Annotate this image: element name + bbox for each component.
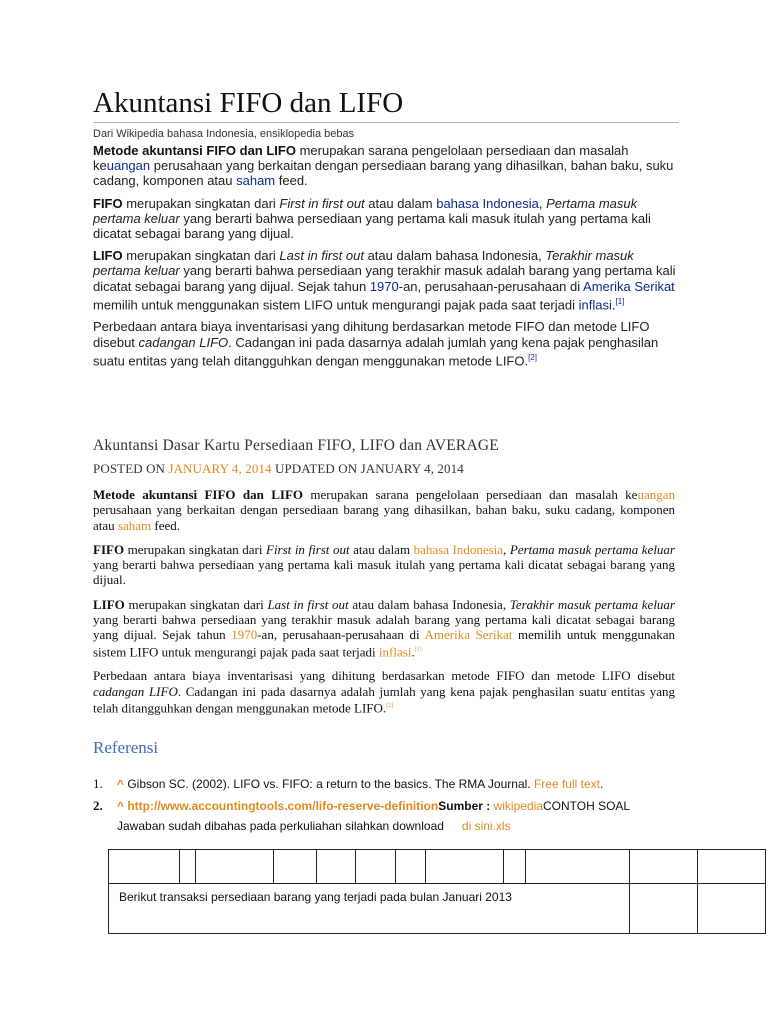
wiki-p1-text: merupakan sarana pengelolaan persediaan dan masalah ke [93,143,629,174]
wiki-p4-text: . Cadangan ini pada dasarnya adalah jumlah yang kena pajak penghasilan suatu entitas yang telah ditangguhkan dengan menggunakan metode LIFO. [93,334,659,369]
reference-tail: . [600,777,604,791]
table-row-divider [109,883,765,884]
wiki-p3-text: atau dalam bahasa Indonesia, [363,248,546,264]
wiki-p3-text: merupakan singkatan dari [122,248,280,264]
wiki-link-uangan[interactable]: uangan [106,158,151,174]
blog-title: Akuntansi Dasar Kartu Persediaan FIFO, LIFO dan AVERAGE [93,437,499,454]
blog-link-saham[interactable]: saham [117,517,152,533]
table-divider [425,850,426,883]
wiki-p4-text: Perbedaan antara biaya inventarisasi yang dihitung berdasarkan metode FIFO dan metode LIFO disebut [93,319,650,350]
wikipedia-link[interactable]: wikipedia [493,799,543,813]
backlink-caret-icon[interactable]: ^ [117,777,125,791]
reference-item-1 [93,774,693,794]
reference-number: 2. [93,798,103,813]
blog-link-inflasi[interactable]: inflasi [378,644,412,659]
accountingtools-link[interactable]: http://www.accountingtools.com/lifo-reserve-definition [124,799,439,813]
references-heading: Referensi [93,737,159,757]
wiki-article [93,86,679,375]
download-note: Jawaban sudah dibahas pada perkuliahan silahkan download [117,819,444,833]
blog-p1-text: feed. [151,517,180,533]
free-full-text-link[interactable]: Free full text [533,777,600,791]
table-divider [525,850,526,883]
blog-p3-text: memilih untuk menggunakan sistem LIFO untuk mengurangi pajak pada saat terjadi [93,627,675,659]
blog-p1-text: perusahaan yang berkaitan dengan persediaan barang yang dihasilkan, bahan baku, suku cadang, komponen atau [93,502,675,533]
blog-citation-1[interactable]: [1] [414,646,422,653]
updated-on-label: UPDATED ON [271,461,361,476]
reference-number: 1. [93,776,103,791]
posted-on-label: POSTED ON [93,461,169,476]
wiki-p3-text: -an, perusahaan-perusahaan di [398,278,584,294]
blog-paragraph-3 [93,597,675,660]
download-xls-link[interactable]: di sini.xls [461,819,511,833]
wiki-p3-bold: LIFO [93,248,123,264]
wiki-p3-italic: Terakhir masuk pertama keluar [93,248,634,279]
wiki-paragraph-4 [93,319,679,368]
backlink-caret-icon[interactable]: ^ [117,799,125,813]
table-divider [395,850,396,883]
table-divider [503,850,504,883]
blog-paragraph-4 [93,668,675,715]
wiki-p2-text: , [538,195,547,211]
wiki-p2-text: merupakan singkatan dari [122,195,280,211]
blog-p2-text: yang berarti bahwa persediaan yang pertama kali masuk itulah yang pertama kali dicatat sebagai barang yang dijual. [93,557,675,588]
source-label: Sumber : [438,799,494,813]
wiki-p1-text: perusahaan yang berkaitan dengan persediaan barang yang dihasilkan, bahan baku, suku cadang, komponen atau [93,158,674,189]
table-divider [179,850,180,883]
table-divider [195,850,196,883]
blog-p3-text: yang berarti bahwa persediaan yang terakhir masuk adalah barang yang pertama kali dicatat sebagai barang yang dijual. Sejak tahun [93,612,675,643]
wiki-p2-text: yang berarti bahwa persediaan yang pertama kali masuk itulah yang pertama kali dicatat sebagai barang yang dijual. [93,210,651,242]
wiki-p3-text: . [611,297,616,313]
blog-p4-text: . Cadangan ini pada dasarnya adalah jumlah yang kena pajak penghasilan suatu entitas yang telah ditangguhkan dengan menggunakan metode LIFO. [93,683,675,716]
blog-p4-text: Perbedaan antara biaya inventarisasi yang dihitung berdasarkan metode FIFO dan metode LIFO disebut [93,668,675,684]
blog-p1-text: merupakan sarana pengelolaan persediaan dan masalah ke [303,487,638,502]
blog-p3-bold: LIFO [93,596,125,612]
blog-p2-text: , [503,541,510,557]
references-list [93,774,693,836]
wiki-citation-2[interactable]: [2] [528,352,537,362]
wiki-link-inflasi[interactable]: inflasi [578,297,612,313]
blog-p2-text: merupakan singkatan dari [124,541,266,557]
blog-paragraph-2 [93,542,675,588]
wiki-p3-text: yang berarti bahwa persediaan yang terakhir masuk adalah barang yang pertama kali dicatat sebagai barang yang dijual. Sejak tahun [93,263,676,294]
wiki-p1-bold: Metode akuntansi FIFO dan LIFO [93,143,296,158]
wiki-subtitle: Dari Wikipedia bahasa Indonesia, ensiklopedia bebas [93,128,355,140]
blog-link-1970[interactable]: 1970 [231,627,258,643]
wiki-p2-italic: Pertama masuk pertama keluar [93,195,638,226]
blog-paragraph-1 [93,487,675,533]
blog-post [93,437,675,772]
table-divider [273,850,274,883]
wiki-link-saham[interactable]: saham [236,173,276,189]
wiki-citation-1[interactable]: [1] [615,296,625,306]
table-divider [316,850,317,883]
blog-p3-text: merupakan singkatan dari [124,596,268,612]
wiki-p4-italic: cadangan LIFO [138,334,229,350]
wiki-title: Akuntansi FIFO dan LIFO [93,86,679,123]
table-divider [697,850,698,883]
wiki-paragraph-3 [93,248,679,312]
wiki-link-1970[interactable]: 1970 [369,278,399,294]
blog-p2-italic: Pertama masuk pertama keluar [509,541,675,557]
wiki-paragraph-1 [93,143,679,189]
post-meta [93,461,675,477]
wiki-p2-bold: FIFO [93,195,123,211]
blog-p3-italic: Last in first out [267,596,349,612]
blog-link-uangan[interactable]: uangan [637,487,675,502]
blog-p3-text: -an, perusahaan-perusahaan di [257,627,425,643]
blog-p2-italic: First in first out [266,541,350,557]
wiki-p1-text: feed. [275,173,308,189]
wiki-p2-text: atau dalam [364,195,437,211]
reference-item-2 [93,796,693,836]
blog-link-amerika-serikat[interactable]: Amerika Serikat [424,627,513,643]
wiki-p2-italic: First in first out [279,195,365,211]
wiki-link-bahasa-indonesia[interactable]: bahasa Indonesia [436,195,539,211]
table-divider [629,883,630,934]
table-divider [629,850,630,883]
contoh-soal-label: CONTOH SOAL [542,799,631,813]
table-caption-cell: Berikut transaksi persediaan barang yang terjadi pada bulan Januari 2013 [119,890,512,904]
blog-p2-text: atau dalam [349,541,414,557]
blog-p4-italic: cadangan LIFO [93,683,178,699]
reference-text: Gibson SC. (2002). LIFO vs. FIFO: a return to the basics. The RMA Journal. [124,777,534,791]
blog-p3-text: . [411,644,415,659]
blog-p1-bold: Metode akuntansi FIFO dan LIFO [93,487,303,502]
wiki-p3-text: memilih untuk menggunakan sistem LIFO untuk mengurangi pajak pada saat terjadi [93,297,579,313]
table-divider [697,883,698,934]
table-divider [355,850,356,883]
blog-p2-bold: FIFO [93,541,125,557]
blog-p3-text: atau dalam bahasa Indonesia, [348,596,510,612]
transaction-table [108,849,766,934]
blog-citation-2[interactable]: [2] [386,702,394,709]
wiki-paragraph-2 [93,196,679,242]
wiki-p3-italic: Last in first out [279,248,364,264]
blog-link-bahasa-indonesia[interactable]: bahasa Indonesia [413,541,504,557]
blog-p3-italic: Terakhir masuk pertama keluar [509,596,675,612]
posted-date-link[interactable]: JANUARY 4, 2014 [168,461,272,476]
updated-date: JANUARY 4, 2014 [360,461,464,476]
wiki-link-amerika-serikat[interactable]: Amerika Serikat [583,278,675,294]
